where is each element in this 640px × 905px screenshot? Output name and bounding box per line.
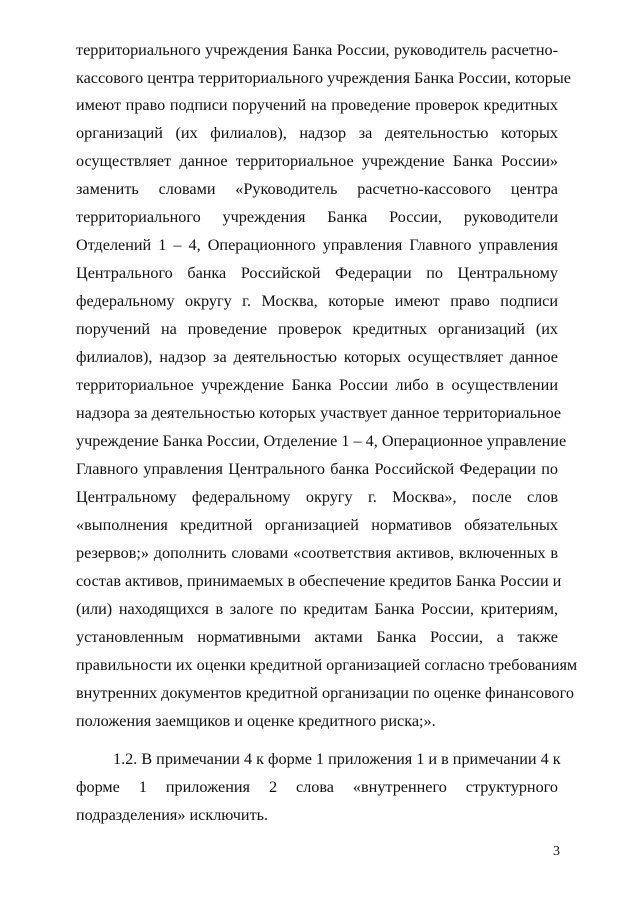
text-line: состав активов, принимаемых в обеспечение кредитов Банка России и [76, 572, 562, 590]
text-line: внутренних документов кредитной организации по оценке финансового [76, 684, 574, 702]
text-line: установленным нормативными актами Банка России, а также [76, 628, 558, 646]
text-line: «выполнения кредитной организацией нормативов обязательных [76, 516, 558, 534]
page-number: 3 [553, 844, 560, 859]
text-line: Отделений 1 – 4, Операционного управления Главного управления [76, 236, 558, 254]
text-line: Центрального банка Российской Федерации по Центральному [76, 264, 558, 282]
item-line: 1.2. В примечании 4 к форме 1 приложения 1 и в примечании 4 к [113, 750, 561, 768]
text-line: осуществляет данное территориальное учреждение Банка России» [76, 152, 558, 170]
item-line: подразделения» исключить. [76, 806, 269, 824]
text-line: имеют право подписи поручений на проведение проверок кредитных [76, 96, 558, 114]
text-line: федеральному округу г. Москва, которые имеют право подписи [76, 292, 558, 310]
text-line: Главного управления Центрального банка Российской Федерации по [76, 460, 558, 478]
text-line: заменить словами «Руководитель расчетно-кассового центра [76, 180, 558, 198]
text-line: резервов;» дополнить словами «соответствия активов, включенных в [76, 544, 558, 562]
text-line: правильности их оценки кредитной организацией согласно требованиям [76, 656, 578, 674]
text-line: организаций (их филиалов), надзор за деятельностью которых [76, 124, 558, 142]
text-line: поручений на проведение проверок кредитных организаций (их [76, 320, 558, 338]
text-line: учреждение Банка России, Отделение 1 – 4, Операционное управление [76, 432, 567, 450]
text-line: надзора за деятельностью которых участвует данное территориальное [76, 404, 562, 422]
text-line: Центральному федеральному округу г. Москва», после слов [76, 488, 558, 506]
text-line: положения заемщиков и оценке кредитного риска;». [76, 712, 436, 730]
text-line: территориальное учреждение Банка России либо в осуществлении [76, 376, 558, 394]
text-line: филиалов), надзор за деятельностью которых осуществляет данное [76, 348, 558, 366]
item-line: форме 1 приложения 2 слова «внутреннего структурного [76, 778, 558, 796]
text-line: кассового центра территориального учреждения Банка России, которые [76, 69, 571, 87]
text-line: территориального учреждения Банка России, руководители [76, 208, 558, 226]
text-line: (или) находящихся в залоге по кредитам Банка России, критериям, [76, 600, 558, 618]
text-line: территориального учреждения Банка России, руководитель расчетно- [76, 41, 558, 59]
